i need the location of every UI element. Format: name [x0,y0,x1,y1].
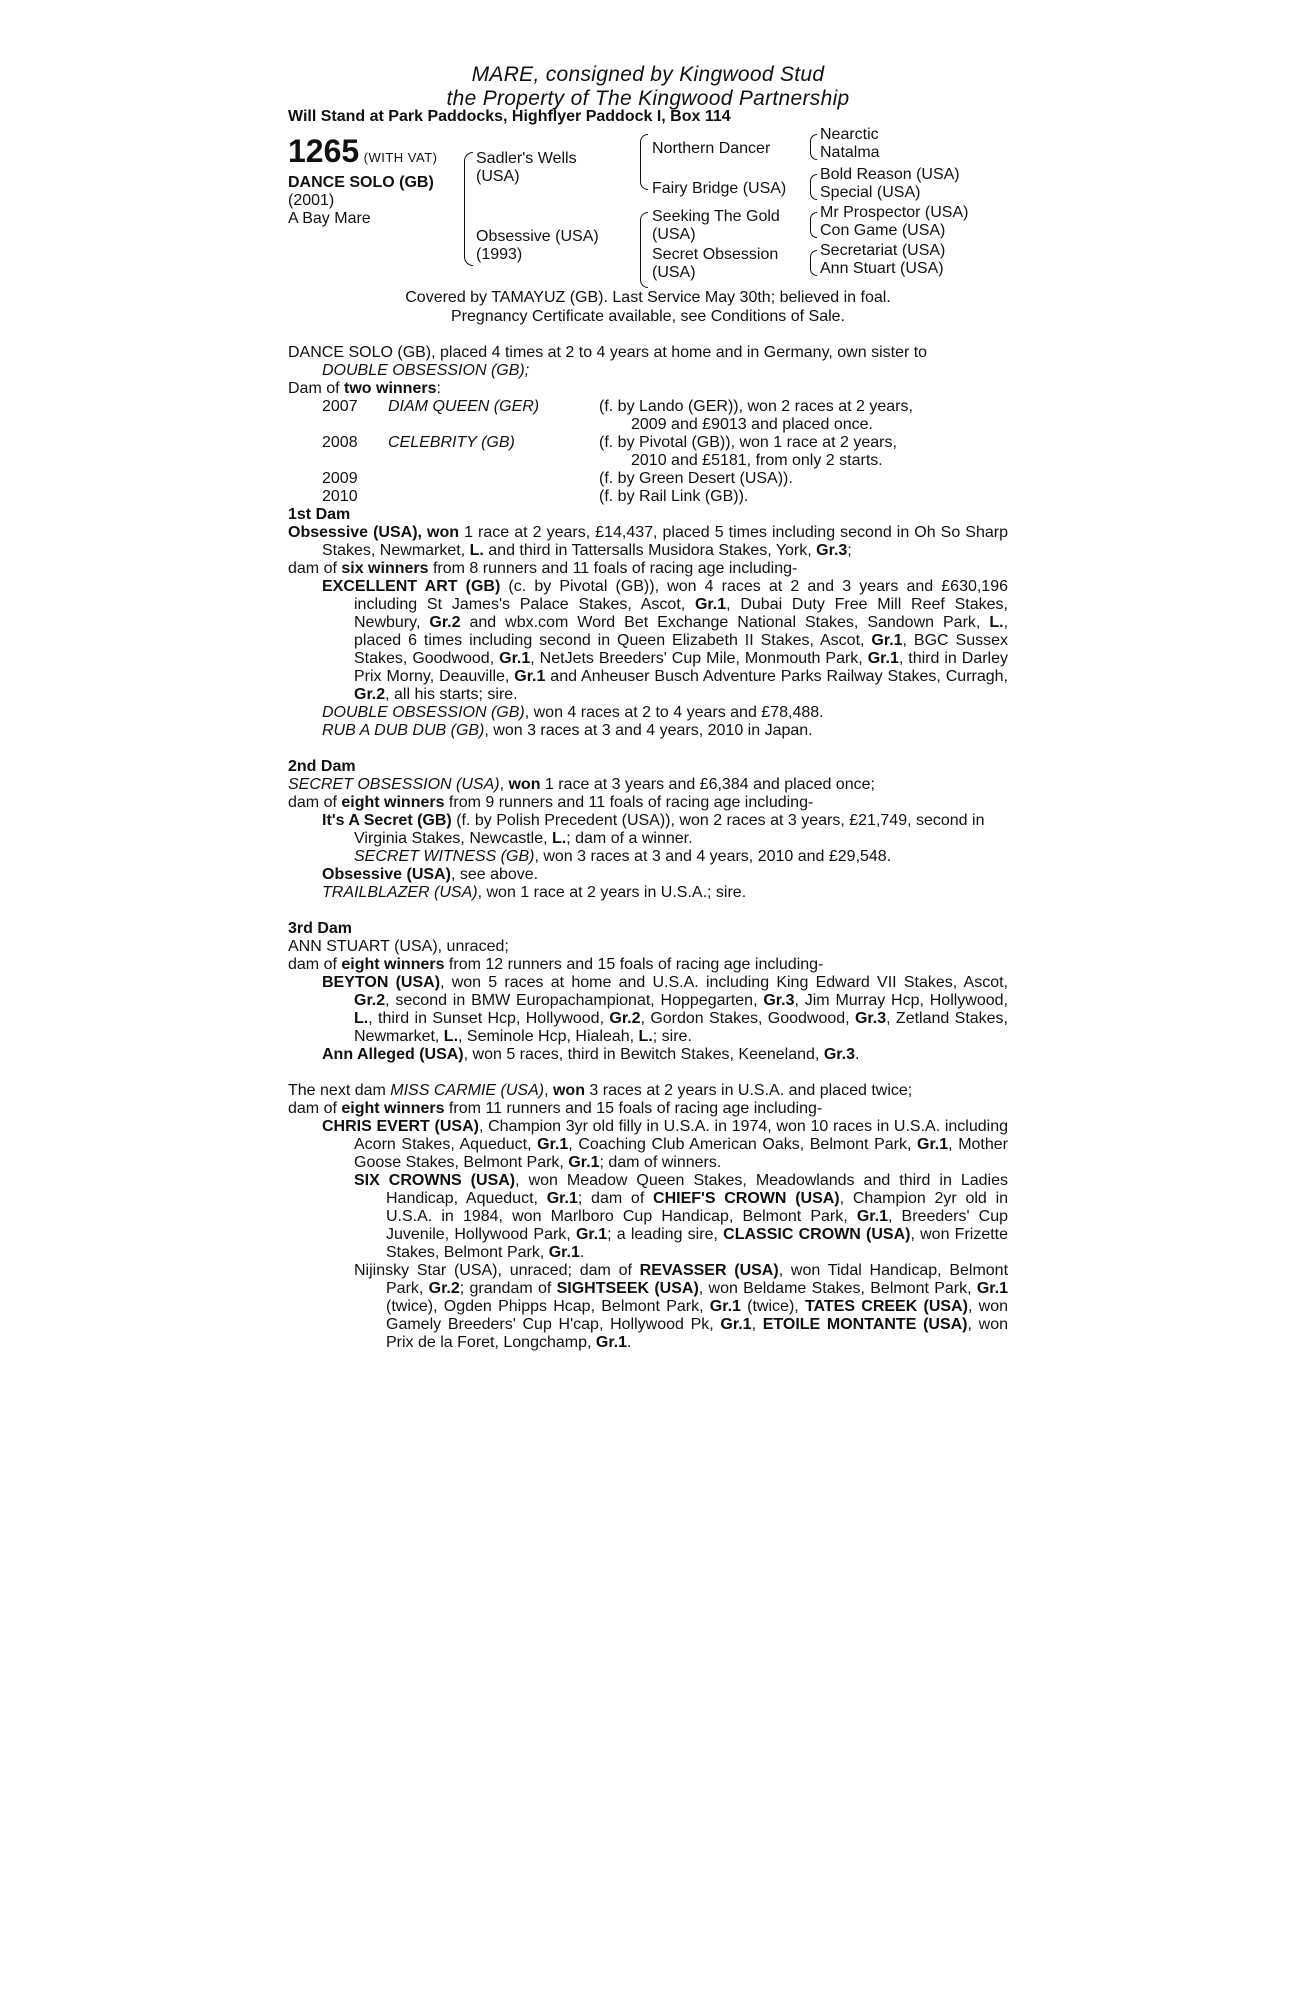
dam2-ob-name: Obsessive (USA) [322,866,451,883]
dam4-sc-5: ; a leading sire, [607,1226,724,1243]
dam4-ce-3: , Mother Goose Stakes, Belmont Park, [354,1136,1009,1171]
dam4-ns-9: , won Prix de la Foret, Longchamp, [386,1316,1009,1351]
produce-cont-text: 2010 and £5181, from only 2 starts. [631,452,883,469]
dam4-ce-g3: Gr.1 [568,1154,600,1171]
dam1-ea-name: EXCELLENT ART (GB) [322,578,501,595]
dam1-ea-g5: Gr.1 [867,650,899,667]
dam3-dam-of-b: eight winners [341,956,445,973]
dam4-sc-g1: Gr.1 [546,1190,578,1207]
dam4-ce-2: , Coaching Club American Oaks, Belmont Park, [568,1136,918,1153]
dam3-by-6: , Zetland Stakes, Newmarket, [354,1010,1008,1045]
brace-2a [640,134,648,190]
dam4-ns-g1: Gr.2 [428,1280,460,1297]
pedigree-ddd: Ann Stuart (USA) [820,260,944,277]
dam4-ce-name: CHRIS EVERT (USA) [322,1118,479,1135]
produce-name: DIAM QUEEN (GER) [388,398,540,415]
dam2-ias-1: (f. by Polish Precedent (USA)), won 2 races at 3 years, £21,749, second in Virginia Stakes, Newcastle, [354,812,985,847]
dam3-by-8: ; sire. [652,1028,692,1045]
dam4-ce-4: ; dam of winners. [599,1154,722,1171]
dam3-dam-of-c: from 12 runners and 15 foals of racing age including- [444,956,824,973]
dam1-ea-g1: Gr.1 [694,596,727,613]
first-dam-title: 1st Dam [288,506,351,523]
dam4-ns-2: , won Tidal Handicap, Belmont Park, [386,1262,1009,1297]
produce-list [288,398,1008,506]
dam1-ea-g2: Gr.2 [429,614,461,631]
dam1-ea-6: , NetJets Breeders' Cup Mile, Monmouth Park, [530,650,868,667]
dam1-ea-4: , placed 6 times including second in Queen Elizabeth II Stakes, Ascot, [354,614,1009,649]
dam2-ias-2: ; dam of a winner. [566,830,693,847]
dam2-dam-of-b: eight winners [341,794,445,811]
chris-evert-entry [288,1118,1008,1172]
produce-year: 2010 [322,488,358,505]
dam4-sc-name: SIX CROWNS (USA) [354,1172,516,1189]
dam4-sc-6: , won Frizette Stakes, Belmont Park, [386,1226,1009,1261]
dam3-by-3: , Jim Murray Hcp, Hollywood, [794,992,1009,1009]
dam3-by-g4: Gr.3 [854,1010,887,1027]
sire: Sadler's Wells [476,150,577,167]
dam4-ns-rv: REVASSER (USA) [639,1262,779,1279]
dam2-ob-rest: , see above. [450,866,539,883]
horse-year: (2001) [288,192,335,209]
pedigree-dsd: Con Game (USA) [820,222,946,239]
double-obsession-entry [288,704,1008,722]
dam4-ce-1: , Champion 3yr old filly in U.S.A. in 1974, won 10 races in U.S.A. including Acorn Stakes, Aqueduct, [354,1118,1009,1153]
rub-a-dub-entry [288,722,1008,740]
dam1-b: , [417,524,428,541]
produce-row [288,434,1008,452]
dam1-rd-name: RUB A DUB DUB (GB) [322,722,485,739]
third-dam-text: ANN STUART (USA), unraced; [288,938,509,955]
pedigree-sdd: Special (USA) [820,184,921,201]
trailblazer-entry [288,884,1008,902]
dam-of-line [288,380,1008,398]
horse-description: A Bay Mare [288,210,371,227]
vat-note: (WITH VAT) [363,150,438,165]
dam1-ea-g6: Gr.1 [514,668,546,685]
third-dam-title: 3rd Dam [288,920,353,937]
dam2-tb-name: TRAILBLAZER (USA) [322,884,478,901]
dam4-ns-g2: Gr.1 [976,1280,1008,1297]
dam1-ea-1: (c. by Pivotal (GB)), won 4 races at 2 and 3 years and £630,196 including St James's Palace Stakes, Ascot, [354,578,1009,613]
dam4-sc-g3: Gr.1 [575,1226,608,1243]
dam4-sc-cl: CLASSIC CROWN (USA) [723,1226,911,1243]
dam4-ns-tc: TATES CREEK (USA) [804,1298,968,1315]
produce-cont [288,416,1008,434]
dam4-ce-g2: Gr.1 [917,1136,949,1153]
dam3-by-5: , Gordon Stakes, Goodwood, [640,1010,855,1027]
lot-number-group [288,134,437,168]
dam4-ns-6: (twice), [740,1298,805,1315]
dam2-d: 1 race at 3 years and £6,384 and placed once; [540,776,875,793]
dam2-dam-of-a: dam of [288,794,342,811]
secret-witness-entry [288,848,1008,866]
dam4-ns-g3: Gr.1 [709,1298,741,1315]
excellent-art-entry [288,578,1008,704]
produce-year: 2007 [322,398,358,415]
dam4-sc-1: , won Meadow Queen Stakes, Meadowlands and third in Ladies Handicap, Aqueduct, [386,1172,1009,1207]
brace-3a [810,134,817,160]
sire-dam: Fairy Bridge (USA) [652,180,787,197]
dam-sire-country: (USA) [652,226,696,243]
dam4-ns-3: ; grandam of [459,1280,557,1297]
dam4-a: The next dam [288,1082,391,1099]
dam1-dam-of-c: from 8 runners and 11 foals of racing age including- [428,560,798,577]
dam1-e: L. [469,542,484,559]
dam4-ns-8: , [751,1316,763,1333]
dam1-rd-rest: , won 3 races at 3 and 4 years, 2010 in Japan. [484,722,813,739]
brace-3d [810,250,817,276]
dam1-ea-g3: Gr.1 [871,632,903,649]
covered-line: Covered by TAMAYUZ (GB). Last Service May 30th; believed in foal. [405,289,891,306]
dam4-sc-4: , Breeders' Cup Juvenile, Hollywood Park, [386,1208,1009,1243]
dam1-d: 1 race at 2 years, £14,437, placed 5 times including second in Oh So Sharp Stakes, Newmarket, [322,524,1009,559]
dam1-ea-9: , all his starts; sire. [385,686,518,703]
next-dam-text [288,1082,1008,1100]
produce-year: 2009 [322,470,358,487]
pedigree-dss: Mr Prospector (USA) [820,204,969,221]
beyton-entry [288,974,1008,1046]
dam4-ce-g1: Gr.1 [537,1136,569,1153]
dam4-sc-7: . [579,1244,585,1261]
dam1-ea-8: and Anheuser Busch Adventure Parks Railway Stakes, Curragh, [545,668,1008,685]
ann-alleged-entry [288,1046,1008,1064]
produce-row [288,470,1008,488]
dam4-e: 3 races at 2 years in U.S.A. and placed twice; [584,1082,913,1099]
produce-year: 2008 [322,434,358,451]
dam3-aa-g: Gr.3 [823,1046,855,1063]
dam4-ns-g4: Gr.1 [720,1316,752,1333]
obsessive-entry [288,866,1008,884]
dam-sire: Seeking The Gold [652,208,780,225]
produce-name: CELEBRITY (GB) [388,434,515,451]
dam-dam-country: (USA) [652,264,696,281]
intro-line: DANCE SOLO (GB), placed 4 times at 2 to 4 years at home and in Germany, own sister to [288,344,928,361]
produce-cont [288,452,1008,470]
dam1-do-name: DOUBLE OBSESSION (GB) [322,704,525,721]
dam4-ns-em: ETOILE MONTANTE (USA) [762,1316,968,1333]
intro-sister: DOUBLE OBSESSION (GB); [322,362,530,379]
consignor-line: MARE, consigned by Kingwood Stud [471,63,825,86]
brace-1 [464,152,473,266]
intro-l3a: Dam of [288,380,345,397]
dam4-ns-ss: SIGHTSEEK (USA) [556,1280,699,1297]
dam3-by-7: , Seminole Hcp, Hialeah, [458,1028,639,1045]
dam4-ns-4: , won Beldame Stakes, Belmont Park, [698,1280,977,1297]
intro-l3c: : [436,380,441,397]
produce-info: (f. by Rail Link (GB)). [599,488,749,505]
dam1-a: Obsessive (USA) [288,524,418,541]
dam2-tb-rest: , won 1 race at 2 years in U.S.A.; sire. [477,884,747,901]
brace-2b [640,212,648,288]
dam2-b: , [499,776,509,793]
pedigree-dds: Secretariat (USA) [820,242,946,259]
third-dam-of [288,956,1008,974]
dam1-h: ; [847,542,852,559]
dam2-sw-rest: , won 3 races at 3 and 4 years, 2010 and £29,548. [534,848,892,865]
dam4-sc-2: ; dam of [577,1190,654,1207]
dam2-sw-name: SECRET WITNESS (GB) [354,848,535,865]
dam3-by-g2: Gr.3 [763,992,795,1009]
dam4-ns-g5: Gr.1 [595,1334,628,1351]
dam3-by-g1: Gr.2 [354,992,386,1009]
produce-row [288,398,1008,416]
dam2-ias-l: L. [552,830,567,847]
brace-3c [810,212,817,238]
nijinsky-star-entry [288,1262,1008,1352]
dam4-c: , [544,1082,553,1099]
dam3-by-l3: L. [638,1028,653,1045]
dam3-by-l2: L. [443,1028,459,1045]
dam3-aa-2: . [854,1046,860,1063]
dam2-c: won [508,776,541,793]
dam3-by-4: , third in Sunset Hcp, Hollywood, [368,1010,610,1027]
dam-dam: Secret Obsession [652,246,779,263]
dam3-by-l1: L. [354,1010,369,1027]
dam4-b: MISS CARMIE (USA) [390,1082,545,1099]
property-line: the Property of The Kingwood Partnership [446,87,850,110]
pedigree-sds: Bold Reason (USA) [820,166,960,183]
pedigree-notes [288,344,1008,1352]
dam4-ns-1: Nijinsky Star (USA), unraced; dam of [354,1262,640,1279]
dam: Obsessive (USA) [476,228,599,245]
dam1-do-rest: , won 4 races at 2 to 4 years and £78,488. [524,704,824,721]
dam-year: (1993) [476,246,523,263]
dam1-ea-5: , BGC Sussex Stakes, Goodwood, [354,632,1008,667]
dam4-sc-g4: Gr.1 [548,1244,580,1261]
its-a-secret-entry [288,812,1008,848]
dam3-by-name: BEYTON (USA) [322,974,441,991]
dam3-by-2: , second in BMW Europachampionat, Hoppegarten, [385,992,764,1009]
produce-info: (f. by Green Desert (USA)). [599,470,793,487]
produce-info: (f. by Lando (GER)), won 2 races at 2 years, [599,398,913,415]
dam2-a: SECRET OBSESSION (USA) [288,776,500,793]
produce-row [288,488,1008,506]
dam1-dam-of-a: dam of [288,560,342,577]
dam1-g: Gr.3 [816,542,848,559]
dam1-ea-2: , Dubai Duty Free Mill Reef Stakes, Newbury, [354,596,1008,631]
dam1-ea-g4: Gr.1 [499,650,531,667]
second-dam-text [288,776,1008,794]
dam4-ns-10: . [627,1334,632,1351]
dam3-aa-name: Ann Alleged (USA) [322,1046,464,1063]
dam4-dam-of-c: from 11 runners and 15 foals of racing age including- [444,1100,823,1117]
first-dam-text [288,524,1008,560]
location-line: Will Stand at Park Paddocks, Highflyer Paddock I, Box 114 [288,108,731,125]
dam1-ea-g7: Gr.2 [354,686,386,703]
pedigree-ssd: Natalma [820,144,880,161]
dam1-dam-of-b: six winners [341,560,429,577]
brace-3b [810,174,817,200]
sire-country: (USA) [476,168,520,185]
dam4-d: won [552,1082,585,1099]
first-dam-of [288,560,1008,578]
dam1-ea-l: L. [989,614,1004,631]
six-crowns-entry [288,1172,1008,1262]
dam4-sc-g2: Gr.1 [856,1208,888,1225]
horse-name: DANCE SOLO (GB) [288,174,434,191]
dam1-f: and third in Tattersalls Musidora Stakes, York, [483,542,817,559]
next-dam-of [288,1100,1008,1118]
dam4-ns-7: , won Gamely Breeders' Cup H'cap, Hollywood Pk, [386,1298,1008,1333]
catalogue-page [288,62,1008,1352]
pregnancy-line: Pregnancy Certificate available, see Conditions of Sale. [451,308,845,325]
dam4-sc-3: , Champion 2yr old in U.S.A. in 1984, won Marlboro Cup Handicap, Belmont Park, [386,1190,1009,1225]
dam2-ias-name: It's A Secret (GB) [322,812,452,829]
second-dam-title: 2nd Dam [288,758,356,775]
lot-number: 1265 [288,133,360,169]
dam1-ea-3: and wbx.com Word Bet Exchange National Stakes, Sandown Park, [460,614,990,631]
pedigree-table [288,126,1008,300]
second-dam-of [288,794,1008,812]
produce-cont-text: 2009 and £9013 and placed once. [631,416,873,433]
dam1-ea-7: , third in Darley Prix Morny, Deauville, [354,650,1008,685]
dam4-ns-5: (twice), Ogden Phipps Hcap, Belmont Park, [386,1298,710,1315]
dam4-dam-of-b: eight winners [341,1100,445,1117]
dam3-dam-of-a: dam of [288,956,342,973]
dam3-aa-1: , won 5 races, third in Bewitch Stakes, Keeneland, [463,1046,824,1063]
dam3-by-1: , won 5 races at home and U.S.A. including King Edward VII Stakes, Ascot, [440,974,1008,991]
produce-info: (f. by Pivotal (GB)), won 1 race at 2 years, [599,434,897,451]
dam4-dam-of-a: dam of [288,1100,342,1117]
intro-l3b: two winners [344,380,437,397]
sire-sire: Northern Dancer [652,140,771,157]
dam3-by-g3: Gr.2 [609,1010,641,1027]
dam1-c: won [427,524,460,541]
dam4-sc-cc: CHIEF'S CROWN (USA) [653,1190,840,1207]
dam2-dam-of-c: from 9 runners and 11 foals of racing age including- [444,794,814,811]
pedigree-sss: Nearctic [820,126,879,143]
